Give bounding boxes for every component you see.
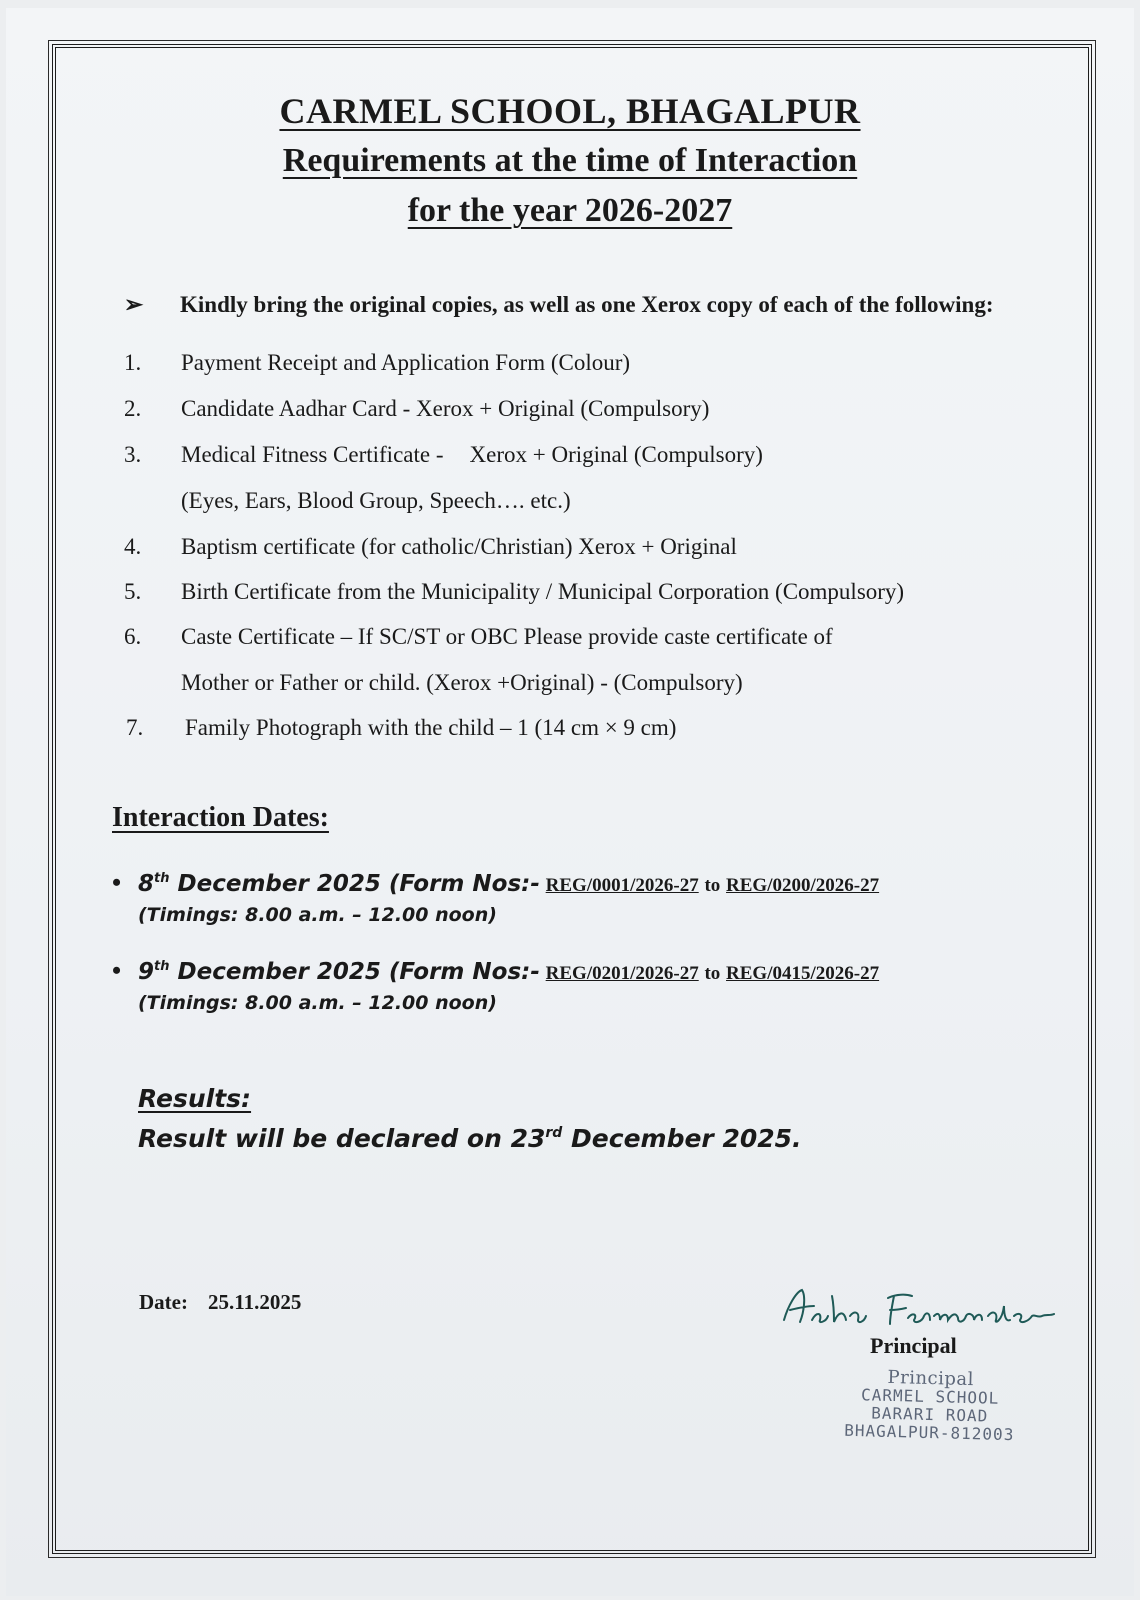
results-section <box>138 1082 802 1156</box>
intro-instruction <box>124 288 1024 321</box>
official-stamp: Principal CARMEL SCHOOL BARARI ROAD BHAGALPUR-812003 <box>844 1366 1015 1445</box>
school-name: CARMEL SCHOOL, BHAGALPUR <box>279 91 861 131</box>
interaction-date-2: • 9th December 2025 (Form Nos:- REG/0201/2026-27 to REG/0415/2026-27 (Timings: 8.00 a.m. – 12.00 noon) <box>112 952 1012 1017</box>
arrow-bullet-icon: ➢ <box>124 292 144 317</box>
notice-year: for the year 2026-2027 <box>407 192 733 229</box>
form-range-end: REG/0200/2026-27 <box>726 875 880 896</box>
notice-date: Date: 25.11.2025 <box>139 1290 302 1314</box>
results-text: Result will be declared on 23rd December 2025. <box>138 1124 802 1153</box>
principal-signature <box>778 1276 1078 1336</box>
timing-text: (Timings: 8.00 a.m. – 12.00 noon) <box>138 992 497 1014</box>
bullet-icon: • <box>112 868 122 897</box>
form-range-start: REG/0201/2026-27 <box>545 963 699 984</box>
interaction-date-1: • 8th December 2025 (Form Nos:- REG/0001/2026-27 to REG/0200/2026-27 (Timings: 8.00 a.m. – 12.00 noon) <box>112 864 1012 929</box>
notice-title: Requirements at the time of Interaction <box>282 142 858 179</box>
signatory-title: Principal <box>870 1333 957 1358</box>
results-heading: Results: <box>138 1084 252 1113</box>
timing-text: (Timings: 8.00 a.m. – 12.00 noon) <box>138 904 497 926</box>
intro-text: Kindly bring the original copies, as well as one Xerox copy of each of the following: <box>180 292 994 317</box>
bullet-icon: • <box>112 956 122 985</box>
form-range-end: REG/0415/2026-27 <box>726 963 880 984</box>
interaction-dates-heading: Interaction Dates: <box>112 802 329 833</box>
form-range-start: REG/0001/2026-27 <box>545 875 699 896</box>
